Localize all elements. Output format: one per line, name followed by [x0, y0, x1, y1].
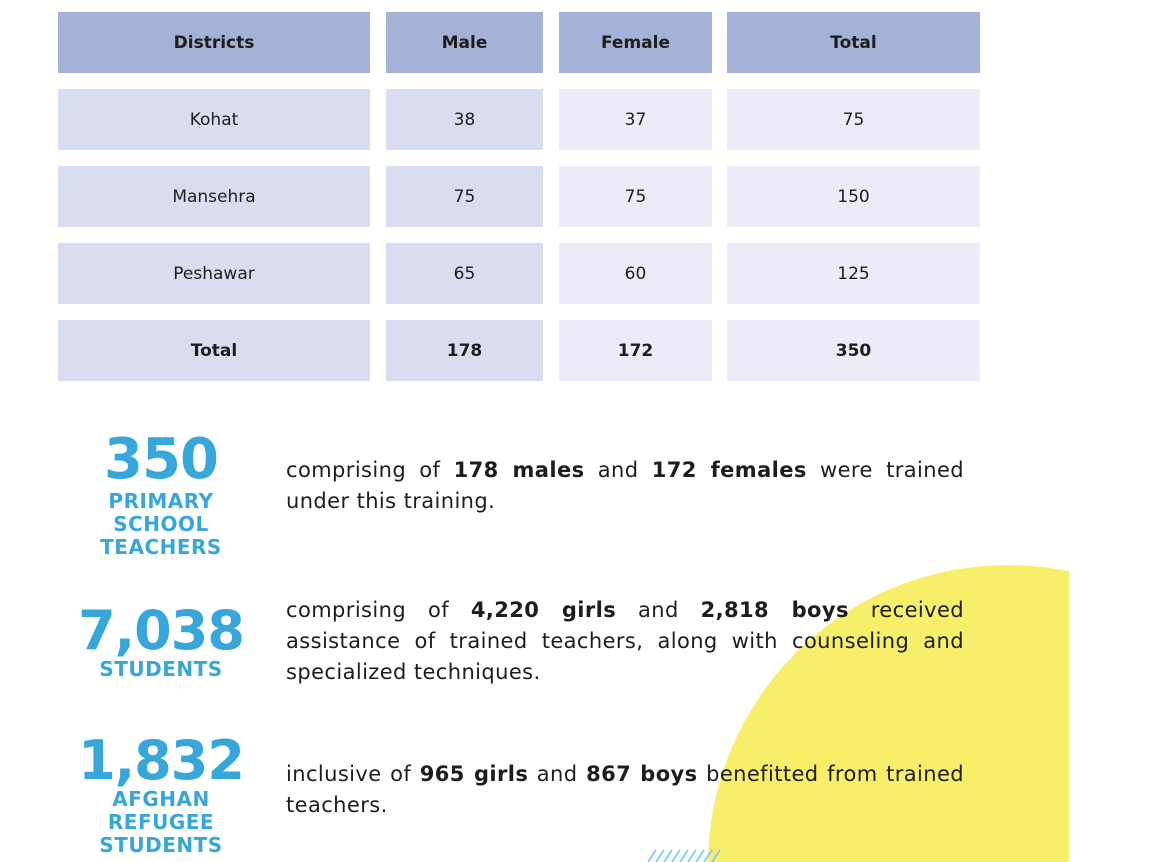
stat-refugees-label: REFUGEE [107, 810, 215, 834]
cell-total-total: 350 [727, 320, 980, 381]
cell-total: 75 [727, 89, 980, 150]
text-span: comprising of [286, 458, 454, 482]
text-bold: 178 males [453, 458, 585, 482]
cell-district: Peshawar [58, 243, 370, 304]
cell-total: 150 [727, 166, 980, 227]
stat-teachers-label: TEACHERS [100, 535, 222, 559]
header-districts: Districts [58, 12, 370, 73]
text-bold: 2,818 boys [700, 598, 849, 622]
text-span: and [528, 762, 587, 786]
stat-refugees-number: 1,832 [78, 729, 244, 792]
text-span: were trained under this training. [286, 458, 964, 513]
text-bold: 867 boys [586, 762, 698, 786]
cell-female: 60 [559, 243, 712, 304]
cell-total-female: 172 [559, 320, 712, 381]
header-female: Female [559, 12, 712, 73]
text-span: inclusive of [286, 762, 420, 786]
cell-district: Mansehra [58, 166, 370, 227]
stat-teachers-description [286, 455, 964, 517]
text-span: and [616, 598, 701, 622]
cell-total-label: Total [58, 320, 370, 381]
cell-male: 38 [386, 89, 543, 150]
cell-total: 125 [727, 243, 980, 304]
stat-teachers-figure [80, 427, 242, 559]
stat-refugees-figure [70, 729, 252, 857]
stat-refugees-label: AFGHAN [112, 787, 210, 811]
text-bold: 4,220 girls [470, 598, 617, 622]
cell-district: Kohat [58, 89, 370, 150]
stat-teachers-label: SCHOOL [113, 512, 209, 536]
header-male: Male [386, 12, 543, 73]
cell-female: 37 [559, 89, 712, 150]
stat-refugees-description [286, 759, 964, 821]
text-span: benefitted from trained teachers. [286, 762, 965, 817]
cell-male: 75 [386, 166, 543, 227]
stat-teachers-number: 350 [104, 427, 218, 492]
text-bold: 965 girls [419, 762, 529, 786]
cell-total-male: 178 [386, 320, 543, 381]
stat-students-figure [70, 599, 252, 681]
cell-female: 75 [559, 166, 712, 227]
text-span: comprising of [286, 598, 471, 622]
text-span: received assistance of trained teachers, along with counseling and specialized techniques. [286, 598, 965, 684]
stat-students-number: 7,038 [78, 599, 244, 662]
stat-students-label: STUDENTS [99, 657, 223, 681]
text-span: and [584, 458, 652, 482]
stat-teachers-label: PRIMARY [108, 489, 214, 513]
stat-students-description [286, 595, 964, 688]
stripes-decoration [648, 850, 728, 862]
header-total: Total [727, 12, 980, 73]
text-bold: 172 females [651, 458, 807, 482]
cell-male: 65 [386, 243, 543, 304]
stat-refugees-label: STUDENTS [99, 833, 223, 857]
